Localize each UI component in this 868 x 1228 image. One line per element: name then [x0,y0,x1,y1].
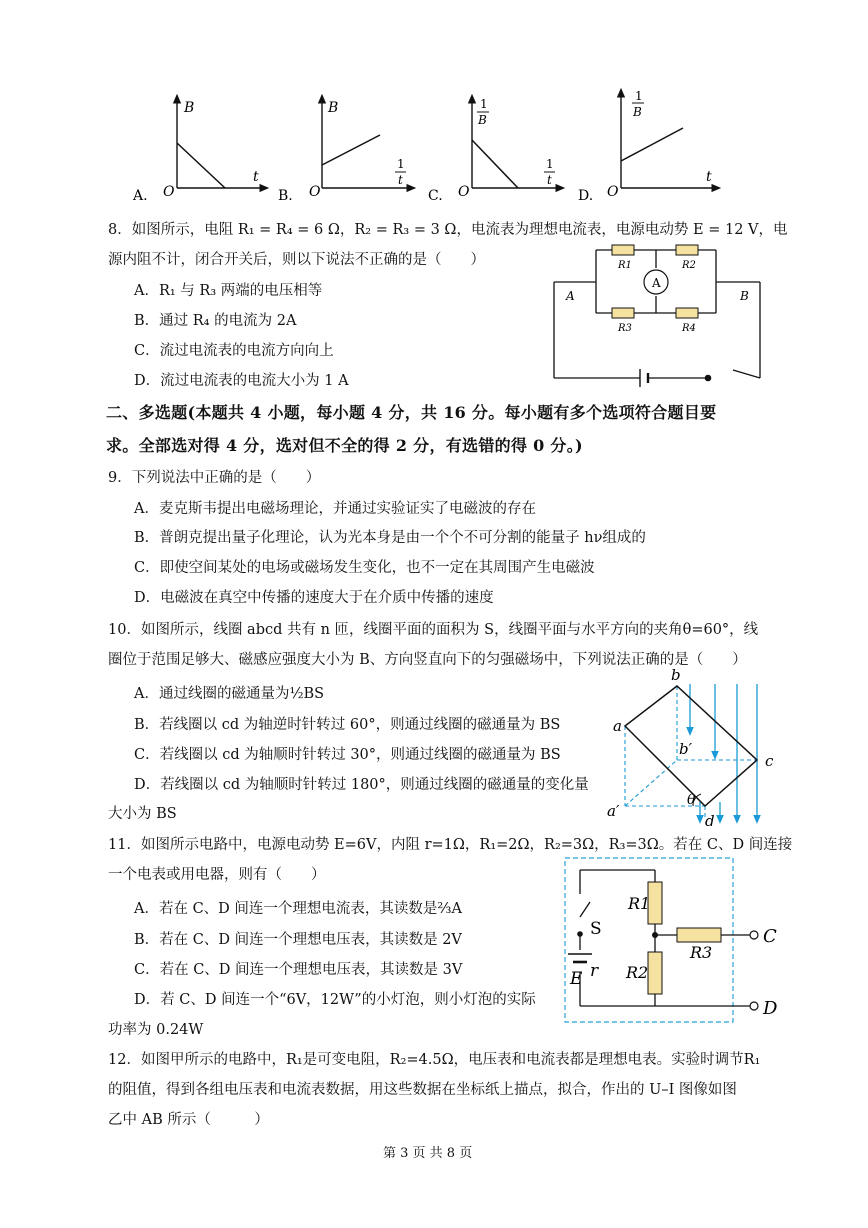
q8-label-r2: R2 [682,260,696,271]
q8-node-a: A [566,289,575,303]
q8-label-r1: R1 [618,260,632,271]
option-graphs [0,88,868,208]
graph-d-xlabel: t [706,169,712,185]
graph-a-label: A. [133,188,148,204]
q11-label-switch: S [590,919,602,939]
q8-option-b[interactable]: B．通过 R₄ 的电流为 2A [134,313,297,329]
q11-label-c: C [763,926,777,947]
graph-a-ylabel: B [184,100,195,116]
q11-option-c[interactable]: C．若在 C、D 间连一个理想电压表，其读数是 3V [134,962,463,978]
q9-option-b[interactable]: B．普朗克提出量子化理论，认为光本身是由一个个不可分割的能量子 hν组成的 [134,530,646,546]
q10-stem-line-2: 圈位于范围足够大、磁感应强度大小为 B、方向竖直向下的匀强磁场中，下列说法正确的是（ ） [108,652,747,668]
q11-label-r1: R1 [628,894,651,913]
q10-label-a-prime: a′ [607,802,620,820]
graph-d[interactable] [578,89,717,204]
q10-label-theta: θ [687,792,696,808]
q11-option-a[interactable]: A．若在 C、D 间连一个理想电流表，其读数是⅔A [134,901,462,917]
graph-d-ylabel-den: B [633,105,642,119]
graph-c-xlabel-den: t [547,173,552,187]
q10-label-d: d [705,812,715,830]
q11-terminal-c[interactable] [750,931,758,939]
graph-c[interactable] [428,97,561,204]
q12-stem-line-1: 12．如图甲所示的电路中，R₁是可变电阻，R₂=4.5Ω，电压表和电流表都是理想电表。实验时调节R₁ [108,1052,761,1068]
q8-label-r3: R3 [618,323,632,334]
q11-resistor-r2 [648,952,662,994]
q8-switch-pivot [705,375,712,382]
q11-stem-line-2: 一个电表或用电器，则有（ ） [108,867,326,883]
graph-a-xlabel: t [253,169,259,185]
q8-circuit-diagram [548,240,768,390]
q8-option-d[interactable]: D．流过电流表的电流大小为 1 A [134,373,349,389]
graph-c-label: C. [428,188,443,204]
q8-stem-line-1: 8．如图所示，电阻 R₁ = R₄ = 6 Ω，R₂ = R₃ = 3 Ω，电流表为理想电流表，电源电动势 E = 12 V，电 [108,222,788,238]
q10-coil-diagram [605,664,805,830]
q10-label-c: c [765,752,774,770]
graph-c-ylabel-num: 1 [480,97,488,111]
section-2-heading-line-1: 二、多选题(本题共 4 小题，每小题 4 分，共 16 分。每小题有多个选项符合题目要 [106,403,717,422]
q8-ammeter-label: A [652,276,661,290]
graph-b-ylabel: B [328,100,339,116]
q8-stem-line-2: 源内阻不计，闭合开关后，则以下说法不正确的是（ ） [108,252,485,268]
graph-a-origin: O [163,184,175,200]
q11-label-r3: R3 [690,943,713,962]
q9-option-a[interactable]: A．麦克斯韦提出电磁场理论，并通过实验证实了电磁波的存在 [134,501,536,517]
graph-b-xlabel-den: t [398,173,403,187]
q11-label-emf: E [570,969,583,989]
q11-option-d-continued: 功率为 0.24W [108,1022,204,1038]
graph-b-label: B. [278,188,293,204]
q8-resistor-r1 [612,245,634,255]
q11-resistor-r3 [677,928,721,942]
graph-b[interactable] [278,98,412,204]
graph-d-ylabel-num: 1 [635,89,643,103]
q10-label-b-prime: b′ [679,740,693,758]
q10-option-d[interactable]: D．若线圈以 cd 为轴顺时针转过 180°，则通过线圈的磁通量的变化量 [134,777,589,793]
q10-stem-line-1: 10．如图所示，线圈 abcd 共有 n 匝，线圈平面的面积为 S，线圈平面与水平方向的夹角θ=60°，线 [108,622,759,638]
q8-resistor-r3 [612,308,634,318]
q10-option-c[interactable]: C．若线圈以 cd 为轴顺时针转过 30°，则通过线圈的磁通量为 BS [134,747,561,763]
q10-label-a: a [613,717,622,735]
q9-option-d[interactable]: D．电磁波在真空中传播的速度大于在介质中传播的速度 [134,590,494,606]
q9-stem: 9．下列说法中正确的是（ ） [108,470,321,486]
q11-label-d: D [763,998,778,1019]
q11-circuit-diagram [560,854,792,1026]
graph-b-origin: O [309,184,321,200]
q11-terminal-d[interactable] [750,1002,758,1010]
q10-option-d-continued: 大小为 BS [108,806,177,822]
q8-node-b: B [740,289,749,303]
graph-b-xlabel-num: 1 [397,157,405,171]
graph-c-xlabel-num: 1 [546,157,554,171]
section-2-heading-line-2: 求。全部选对得 4 分，选对但不全的得 2 分，有选错的得 0 分。) [106,436,583,455]
q9-option-c[interactable]: C．即使空间某处的电场或磁场发生变化，也不一定在其周围产生电磁波 [134,560,595,576]
q12-stem-line-3: 乙中 AB 所示（ ） [108,1112,269,1128]
q10-option-b[interactable]: B．若线圈以 cd 为轴逆时针转过 60°，则通过线圈的磁通量为 BS [134,717,561,733]
q10-label-b: b [671,666,681,684]
page-footer: 第 3 页 共 8 页 [383,1146,473,1161]
graph-d-origin: O [607,184,619,200]
graph-a[interactable] [132,98,265,204]
graph-c-origin: O [458,184,470,200]
q12-stem-line-2: 的阻值，得到各组电压表和电流表数据，用这些数据在坐标纸上描点，拟合，作出的 U–I 图像如图 [108,1082,737,1098]
q11-label-r: r [590,961,599,981]
q8-label-r4: R4 [682,323,696,334]
q8-option-c[interactable]: C．流过电流表的电流方向向上 [134,343,334,359]
q8-resistor-r4 [676,308,698,318]
q11-option-b[interactable]: B．若在 C、D 间连一个理想电压表，其读数是 2V [134,932,462,948]
graph-d-label: D. [578,188,594,204]
q11-stem-line-1: 11．如图所示电路中，电源电动势 E=6V，内阻 r=1Ω，R₁=2Ω，R₂=3Ω，R₃=3Ω。若在 C、D 间连接 [108,837,793,853]
q8-option-a[interactable]: A．R₁ 与 R₃ 两端的电压相等 [134,283,323,299]
q8-resistor-r2 [676,245,698,255]
graph-c-ylabel-den: B [478,113,487,127]
q10-option-a[interactable]: A．通过线圈的磁通量为½BS [134,686,325,702]
q11-label-r2: R2 [626,963,649,982]
q11-option-d[interactable]: D．若 C、D 间连一个“6V，12W”的小灯泡，则小灯泡的实际 [134,992,536,1008]
